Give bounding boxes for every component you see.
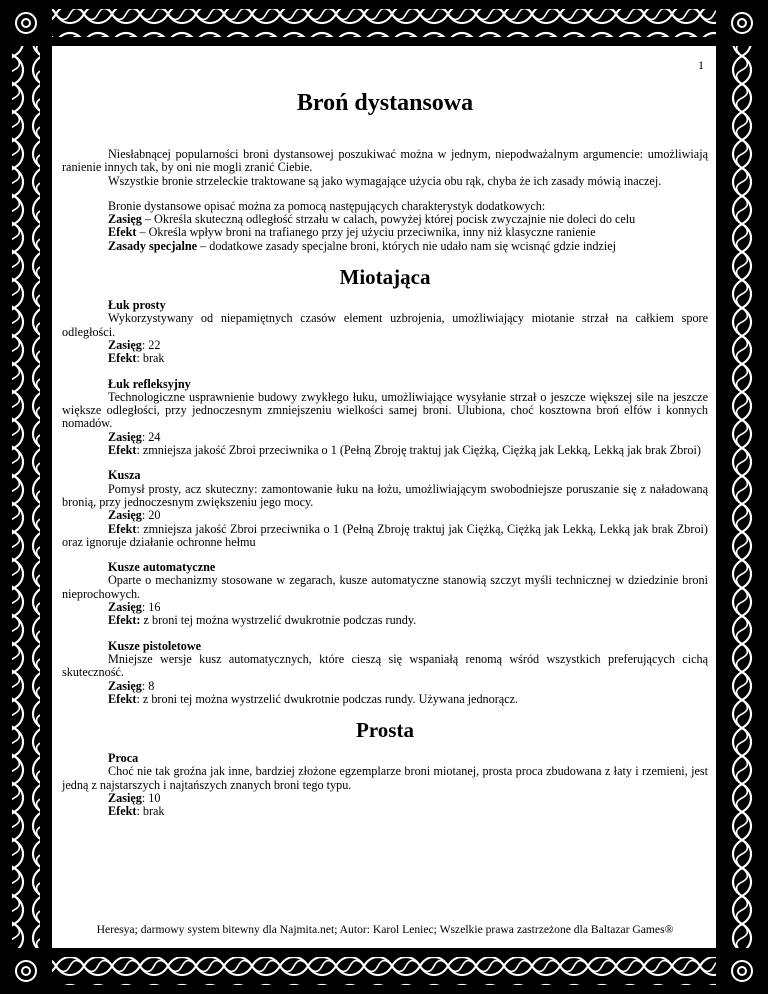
definition-item xyxy=(62,226,708,239)
weapon-effect: Efekt: zmniejsza jakość Zbroi przeciwnika o 1 (Pełną Zbroję traktuj jak Ciężką, Ciężką jak Lekką, Lekką jak brak Zbroi) oraz ignoruje działanie ochronne hełmu xyxy=(62,521,708,549)
weapon-effect: Efekt: zmniejsza jakość Zbroi przeciwnika o 1 (Pełną Zbroję traktuj jak Ciężką, Ciężką jak Lekką, Lekką jak brak Zbroi) xyxy=(108,443,701,458)
weapon-name: Łuk prosty xyxy=(108,298,166,313)
weapon-entry xyxy=(62,469,708,549)
weapon-description: Choć nie tak groźna jak inne, bardziej złożone egzemplarze broni miotanej, prosta proca zbudowana z łaty i rzemieni, jest jedną z najstarszych i najtańszych znanych broni tego typu. xyxy=(62,764,708,792)
page-title: Broń dystansowa xyxy=(296,90,474,116)
definition-text: – Określa skuteczną odległość strzału w calach, powyżej której pocisk zwyczajnie nie doleci do celu xyxy=(141,212,636,227)
definition-item xyxy=(62,213,708,226)
weapon-description: Mniejsze wersje kusz automatycznych, które cieszą się wspaniałą renomą wśród wszystkich preferujących cichą skuteczność. xyxy=(62,651,708,680)
intro-paragraph: Bronie dystansowe opisać można za pomocą następujących charakterystyk dodatkowych: xyxy=(108,198,546,213)
weapon-entry xyxy=(62,299,708,365)
document-page xyxy=(62,56,708,940)
page-number: 1 xyxy=(698,58,704,72)
weapon-description: Wykorzystywany od niepamiętnych czasów element uzbrojenia, umożliwiający miotanie strzał na całkiem spore odległości. xyxy=(62,311,708,339)
weapon-range: Zasięg: 22 xyxy=(108,337,161,352)
section-heading: Prosta xyxy=(356,718,414,743)
weapon-name: Proca xyxy=(108,751,139,766)
definition-item xyxy=(62,240,708,253)
weapon-name: Kusze automatyczne xyxy=(108,560,216,575)
weapon-name: Łuk refleksyjny xyxy=(108,376,191,391)
weapon-effect: Efekt: brak xyxy=(108,351,165,366)
intro-paragraph: Wszystkie bronie strzeleckie traktowane są jako wymagające użycia obu rąk, chyba że ich zasady mówią inaczej. xyxy=(108,173,662,188)
definition-text: – Określa wpływ broni na trafianego przy jej użyciu przeciwnika, inny niż klasyczne ranienie xyxy=(136,225,596,240)
weapon-range: Zasięg: 24 xyxy=(108,429,161,444)
weapon-description: Technologiczne usprawnienie budowy zwykłego łuku, umożliwiające wysyłanie strzał o jeszcze większej sile na jeszcze większe odległości, przy jednoczesnym zmniejszeniu wielkości samej broni. Ulubiona, choć kosztowna broń elfów i konnych nomadów. xyxy=(62,389,708,431)
weapon-name: Kusze pistoletowe xyxy=(108,638,202,653)
weapon-effect: Efekt: z broni tej można wystrzelić dwukrotnie podczas rundy. xyxy=(108,613,417,628)
weapon-entry xyxy=(62,640,708,706)
weapon-entry xyxy=(62,752,708,818)
weapon-range: Zasięg: 20 xyxy=(108,508,161,523)
weapon-range: Zasięg: 8 xyxy=(108,678,155,693)
weapon-effect: Efekt: brak xyxy=(108,804,165,819)
definition-term: Zasięg xyxy=(108,212,142,227)
weapon-range: Zasięg: 10 xyxy=(108,790,161,805)
intro-paragraph: Niesłabnącej popularności broni dystansowej poszukiwać można w jednym, niepodważalnym argumencie: umożliwiają ranienie innych tak, by oni nie mogli zranić Ciebie. xyxy=(62,147,708,175)
page-footer: Heresya; darmowy system bitewny dla Najmita.net; Autor: Karol Leniec; Wszelkie prawa zastrzeżone dla Baltazar Games® xyxy=(96,923,674,936)
weapon-name: Kusza xyxy=(108,468,141,483)
definition-term: Efekt xyxy=(108,225,137,240)
weapon-range: Zasięg: 16 xyxy=(108,600,161,615)
weapon-description: Pomysł prosty, acz skuteczny: zamontowanie łuku na łożu, umożliwiającym swobodniejsze poruszanie się z naładowaną bronią, przy jednoczesnym zwiększeniu jego mocy. xyxy=(62,481,708,509)
weapon-entry xyxy=(62,378,708,458)
weapon-entry xyxy=(62,561,708,627)
weapon-effect: Efekt: z broni tej można wystrzelić dwukrotnie podczas rundy. Używana jednorącz. xyxy=(108,691,519,706)
definition-term: Zasady specjalne xyxy=(108,238,198,253)
definition-text: – dodatkowe zasady specjalne broni, których nie udało nam się wcisnąć gdzie indziej xyxy=(197,238,617,253)
document-body xyxy=(62,148,708,819)
section-heading: Miotająca xyxy=(339,265,431,290)
weapon-description: Oparte o mechanizmy stosowane w zegarach, kusze automatyczne stanowią szczyt myśli technicznej w dziedzinie broni nieprochowych. xyxy=(62,573,708,601)
